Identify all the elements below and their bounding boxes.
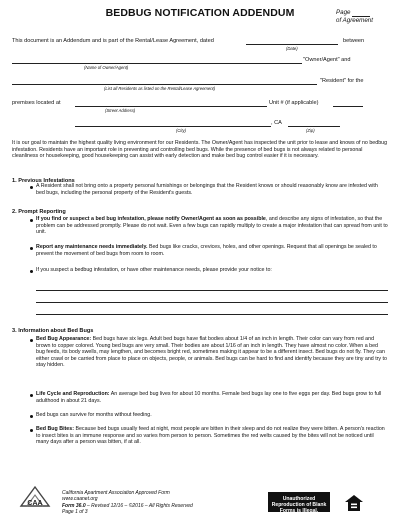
notice-line-3[interactable] xyxy=(36,314,388,315)
intro-line-text: This document is an Addendum and is part of the Rental/Lease Agreement, dated xyxy=(12,38,214,44)
bullet-icon xyxy=(30,186,33,189)
premises-text: premises located at xyxy=(12,100,61,106)
street-address-field[interactable] xyxy=(75,106,267,107)
bullet-1-rest: , and describe any signs of infestation, so that the problem can be addressed promptly. Please do not wait. Even a few bugs can rapidly multiply to create a major infestation that can spread from unit to unit. xyxy=(36,216,388,236)
date-caption: (Date) xyxy=(286,46,298,51)
caa-logo-icon xyxy=(18,484,52,512)
bites-rest: Because bed bugs usually feed at night, most people are bitten in their sleep and do not realize they were bitten. A person's reaction to insect bites is an immune response and so varies from person to person. Sometimes the red welts caused by the bites will not be noticed until many days after a person was bitten, if at all. xyxy=(36,426,385,446)
city-caption: (City) xyxy=(176,128,187,133)
bullet-2-bold: Report any maintenance needs immediately. xyxy=(36,244,148,250)
footer-site: www.caanet.org xyxy=(62,496,98,503)
section-3-bullet-appearance xyxy=(36,336,388,369)
unit-field[interactable] xyxy=(333,106,363,107)
appearance-bold: Bed Bug Appearance: xyxy=(36,336,92,342)
ca-text: , CA xyxy=(271,120,282,126)
bullet-icon xyxy=(30,429,33,432)
bullet-icon xyxy=(30,394,33,397)
unauthorized-reproduction-warning: Unauthorized Reproduction of Blank Forms is Illegal. xyxy=(268,492,330,512)
equal-housing-logo xyxy=(344,494,364,512)
section-1-title: 1. Previous Infestations xyxy=(12,178,75,184)
street-caption: (Street Address) xyxy=(105,108,136,113)
city-field[interactable] xyxy=(75,126,271,127)
section-2-bullet-2 xyxy=(36,244,388,257)
section-3-bullet-life-cycle xyxy=(36,391,388,404)
equal-housing-icon xyxy=(344,494,364,512)
zip-caption: (Zip) xyxy=(306,128,315,133)
resident-suffix: "Resident" for the xyxy=(320,78,364,84)
bullet-icon xyxy=(30,339,33,342)
caa-logo xyxy=(18,484,52,512)
life-cycle-bold: Life Cycle and Reproduction: xyxy=(36,391,110,397)
section-2-bullet-1 xyxy=(36,216,388,236)
date-field[interactable] xyxy=(246,44,338,45)
unit-text: Unit # (if applicable) xyxy=(269,100,319,106)
appearance-rest: Bed bugs have six legs. Adult bed bugs have flat bodies about 1/4 of an inch in length. Their color can vary from red and brown to copper colored. Young bed bugs are very small. Their bodies are about 1/16 of an inch in length. They have almost no color. When a bed bug feeds, its body swells, may lengthen, and becomes bright red, sometimes making it appear to be a different insect. Bed bugs do not fly. They can either crawl or be carried from place to place on objects, people, or animals. Bed bugs can be hard to find and identify because they are tiny and try to stay hidden. xyxy=(36,336,387,369)
footer-info xyxy=(62,490,193,515)
footer-org: California Apartment Association Approved Form xyxy=(62,490,170,496)
residents-caption: (List all Residents as listed on the Rental/Lease Agreement) xyxy=(104,86,216,91)
residents-field[interactable] xyxy=(12,84,317,85)
page-of-agreement xyxy=(336,9,373,25)
footer-form: Form 36.0 – Revised 12/16 – ©2016 – All Rights Reserved xyxy=(62,502,193,509)
bullet-icon xyxy=(30,270,33,273)
owner-caption: (Name of Owner/Agent) xyxy=(84,65,129,70)
section-2-title: 2. Prompt Reporting xyxy=(12,209,66,215)
between-text: between xyxy=(343,38,365,44)
bullet-1-bold: If you find or suspect a bed bug infestation, please notify Owner/Agent as soon as possible xyxy=(36,216,266,222)
page-label: Page xyxy=(336,9,351,16)
bullet-icon xyxy=(30,415,33,418)
notice-line-1[interactable] xyxy=(36,290,388,291)
of-agreement-label: of Agreement xyxy=(336,17,373,24)
document-title: BEDBUG NOTIFICATION ADDENDUM xyxy=(105,7,295,19)
bites-bold: Bed Bug Bites: xyxy=(36,426,74,432)
owner-agent-field[interactable] xyxy=(12,63,302,64)
bullet-icon xyxy=(30,247,33,250)
section-3-bullet-survival: Bed bugs can survive for months without feeding. xyxy=(36,412,152,418)
zip-field[interactable] xyxy=(288,126,340,127)
bullet-2-rest: Bed bugs like cracks, crevices, holes, and other openings. Request that all openings be sealed to prevent the movement of bed bugs from room to room. xyxy=(36,244,377,257)
bullet-icon xyxy=(30,219,33,222)
section-2-bullet-3: If you suspect a bedbug infestation, or have other maintenance needs, please provide your notice to: xyxy=(36,267,272,273)
svg-text:CAA: CAA xyxy=(27,500,43,507)
goal-paragraph: It is our goal to maintain the highest quality living environment for our Residents. The Owner/Agent has inspected the unit prior to lease and knows of no bedbug infestation. Residents have an important role in preventing and controlling bed bugs. While the presence of bed bugs is not always related to personal cleanliness or housekeeping, good housekeeping can assist with early detection and make bed bug control easier if it is necessary. xyxy=(12,140,388,160)
section-3-bullet-bites xyxy=(36,426,388,446)
notice-line-2[interactable] xyxy=(36,302,388,303)
section-3-title: 3. Information about Bed Bugs xyxy=(12,328,94,334)
owner-agent-suffix: "Owner/Agent" and xyxy=(303,57,351,63)
section-1-bullet-1: A Resident shall not bring onto a property personal furnishings or belongings that the Resident knows or should reasonably know are infested with bed bugs, including the personal property of the Resident's guests. xyxy=(36,183,378,196)
footer-page: Page 1 of 3 xyxy=(62,508,88,515)
life-cycle-rest: An average bed bug lives for about 10 months. Female bed bugs lay one to five eggs per day. Bed bugs grow to full adulthood in about 21 days. xyxy=(36,391,382,404)
